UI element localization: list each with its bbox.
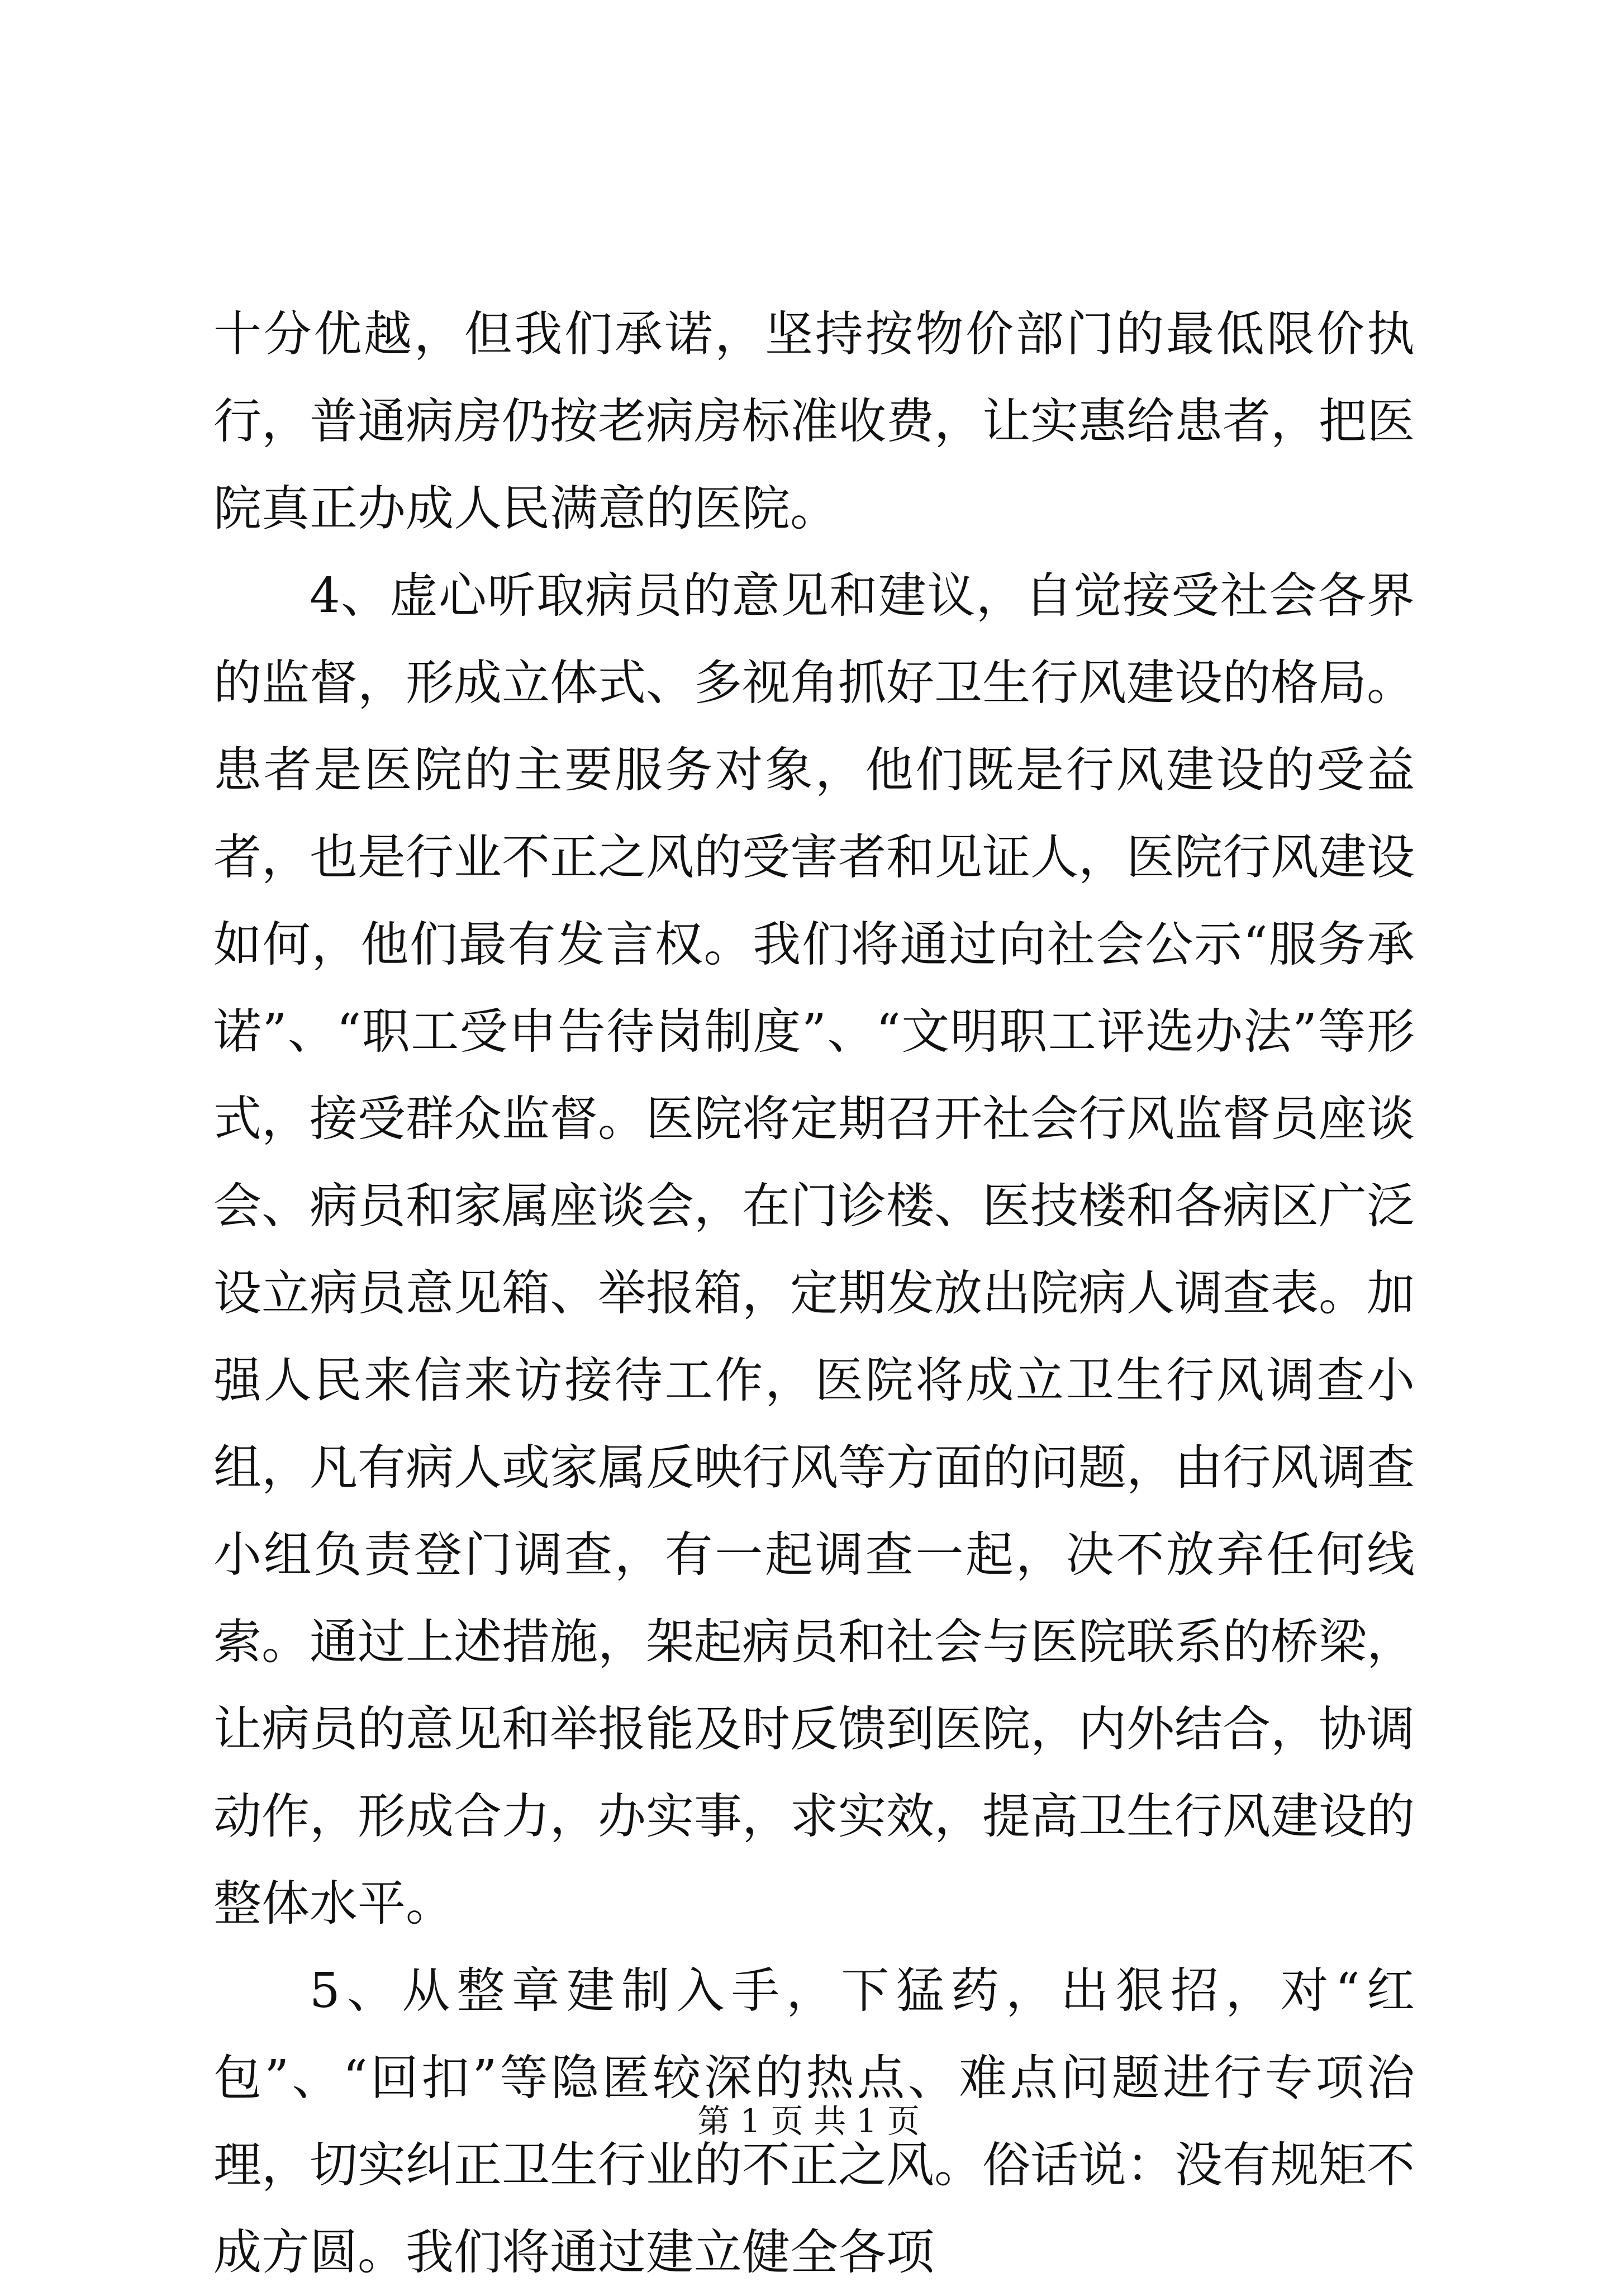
document-body (213, 291, 1415, 2296)
paragraph-item-4: 4、虚心听取病员的意见和建议，自觉接受社会各界的监督，形成立体式、多视角抓好卫生行风建设的格局。患者是医院的主要服务对象，他们既是行风建设的受益者，也是行业不正之风的受害者和见证人，医院行风建设如何，他们最有发言权。我们将通过向社会公示“服务承诺”、“职工受申告待岗制度”、“文明职工评选办法”等形式，接受群众监督。医院将定期召开社会行风监督员座谈会、病员和家属座谈会，在门诊楼、医技楼和各病区广泛设立病员意见箱、举报箱，定期发放出院病人调查表。加强人民来信来访接待工作，医院将成立卫生行风调查小组，凡有病人或家属反映行风等方面的问题，由行风调查小组负责登门调查，有一起调查一起，决不放弃任何线索。通过上述措施，架起病员和社会与医院联系的桥梁，让病员的意见和举报能及时反馈到医院，内外结合，协调动作，形成合力，办实事，求实效，提高卫生行风建设的整体水平。 (213, 568, 1415, 1932)
paragraph-continuation: 十分优越，但我们承诺，坚持按物价部门的最低限价执行，普通病房仍按老病房标准收费，让实惠给患者，把医院真正办成人民满意的医院。 (213, 306, 1415, 537)
paragraph-item-5: 5、从整章建制入手，下猛药，出狠招，对“红包”、“回扣”等隐匿较深的热点、难点问题进行专项治理，切实纠正卫生行业的不正之风。俗话说：没有规矩不成方圆。我们将通过建立健全各项 (213, 1963, 1415, 2280)
page-footer: 第 1 页 共 1 页 (697, 2102, 920, 2140)
